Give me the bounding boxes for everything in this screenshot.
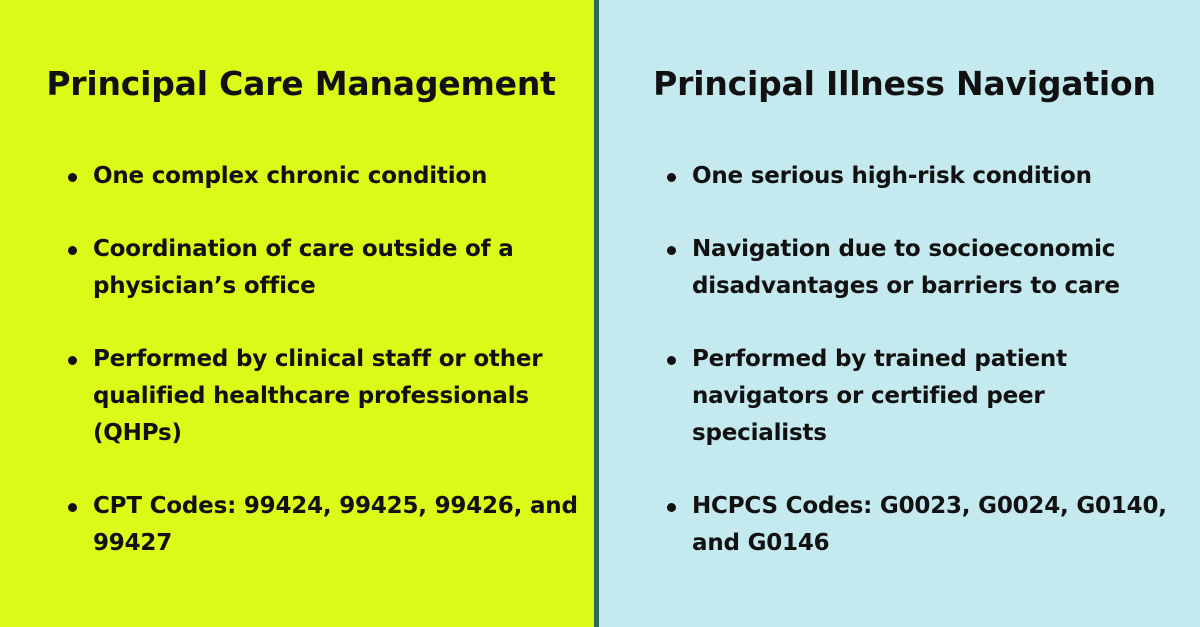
bullet-dot-icon (68, 173, 77, 182)
pcm-bullet-list (64, 158, 579, 598)
bullet-text: Performed by trained patient navigators or certified peer specialists (692, 346, 1067, 446)
principal-care-management-panel (0, 0, 594, 627)
bullet-text: HCPCS Codes: G0023, G0024, G0140, and G0146 (692, 493, 1167, 556)
pin-bullet-list (663, 158, 1183, 598)
bullet-text: One serious high-risk condition (692, 163, 1092, 189)
panel-title-pcm: Principal Care Management (46, 64, 556, 103)
principal-illness-navigation-panel (599, 0, 1200, 627)
bullet-dot-icon (667, 246, 676, 255)
bullet-dot-icon (667, 503, 676, 512)
bullet-text: Navigation due to socioeconomic disadvantages or barriers to care (692, 236, 1120, 299)
bullet-dot-icon (68, 356, 77, 365)
bullet-dot-icon (68, 503, 77, 512)
list-item (663, 341, 1183, 452)
list-item (64, 231, 579, 305)
bullet-text: One complex chronic condition (93, 163, 488, 189)
bullet-text: Coordination of care outside of a physician’s office (93, 236, 514, 299)
list-item (64, 341, 579, 452)
list-item (663, 158, 1183, 195)
list-item (663, 231, 1183, 305)
bullet-text: Performed by clinical staff or other qualified healthcare professionals (QHPs) (93, 346, 543, 446)
bullet-dot-icon (68, 246, 77, 255)
list-item (64, 488, 579, 562)
bullet-dot-icon (667, 356, 676, 365)
list-item (64, 158, 579, 195)
panel-title-pin: Principal Illness Navigation (653, 64, 1156, 103)
bullet-dot-icon (667, 173, 676, 182)
list-item (663, 488, 1183, 562)
bullet-text: CPT Codes: 99424, 99425, 99426, and 99427 (93, 493, 578, 556)
